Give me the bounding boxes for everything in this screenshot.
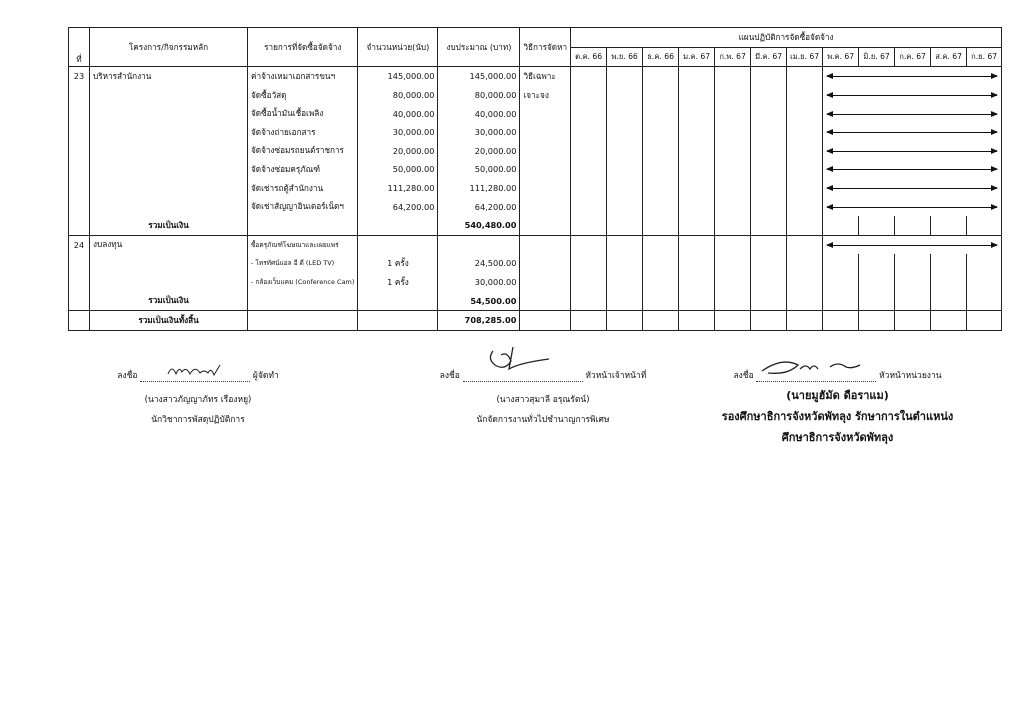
group-number: 24 <box>69 235 90 254</box>
sign-prefix: ลงชื่อ <box>733 371 754 381</box>
table-row <box>69 104 1002 123</box>
item-name: จัดซื้อวัสดุ <box>248 86 358 105</box>
schedule-arrow <box>823 179 1002 198</box>
schedule-arrow <box>823 197 1002 216</box>
subtotal-row <box>69 216 1002 235</box>
subtotal-label: รวมเป็นเงิน <box>90 291 248 310</box>
table-row <box>69 160 1002 179</box>
header-items: รายการที่จัดซื้อจัดจ้าง <box>248 28 358 67</box>
item-qty: 1 ครั้ง <box>358 254 438 273</box>
item-qty: 80,000.00 <box>358 86 438 105</box>
month-header: ก.ย. 67 <box>967 47 1002 67</box>
table-row <box>69 235 1002 254</box>
handwritten-signature <box>140 359 250 381</box>
table-row <box>69 142 1002 161</box>
table-row <box>69 179 1002 198</box>
header-method: วิธีการจัดหา <box>520 28 571 67</box>
signature-preparer <box>88 368 308 426</box>
table-row <box>69 197 1002 216</box>
handwritten-signature <box>463 339 583 379</box>
item-name: จัดซื้อน้ำมันเชื้อเพลิง <box>248 104 358 123</box>
item-qty: 50,000.00 <box>358 160 438 179</box>
month-header: ก.ค. 67 <box>895 47 931 67</box>
grand-total-row <box>69 310 1002 330</box>
group-project: บริหารสำนักงาน <box>90 67 248 86</box>
item-heading: ซื้อครุภัณฑ์โฆษณาและเผยแพร่ <box>248 235 358 254</box>
item-budget: 40,000.00 <box>438 104 520 123</box>
signer-name: (นางสาวภัญญาภัทร เรืองหยู) <box>144 395 252 405</box>
item-name: - กล้องเว็บแคม (Conference Cam) <box>248 273 358 292</box>
item-method <box>520 104 571 123</box>
item-name: จัดจ้างซ่อมครุภัณฑ์ <box>248 160 358 179</box>
header-project: โครงการ/กิจกรรมหลัก <box>90 28 248 67</box>
item-qty: 64,200.00 <box>358 197 438 216</box>
item-budget: 145,000.00 <box>438 67 520 86</box>
signature-officer-head <box>428 368 658 426</box>
group-project: งบลงทุน <box>90 235 248 254</box>
item-method <box>520 123 571 142</box>
procurement-plan-table <box>68 27 1002 331</box>
schedule-arrow <box>823 235 1002 254</box>
item-qty: 1 ครั้ง <box>358 273 438 292</box>
signer-position: รองศึกษาธิการจังหวัดพัทลุง รักษาการในตำแหน่ง <box>721 410 954 423</box>
signer-name: (นางสาวสุมาลี อรุณรัตน์) <box>496 395 590 405</box>
item-qty: 30,000.00 <box>358 123 438 142</box>
sign-role: หัวหน้าหน่วยงาน <box>879 371 942 381</box>
signer-position: นักวิชาการพัสดุปฏิบัติการ <box>151 415 245 425</box>
item-budget: 111,280.00 <box>438 179 520 198</box>
item-method <box>520 179 571 198</box>
item-method <box>520 197 571 216</box>
schedule-arrow <box>823 142 1002 161</box>
table-row <box>69 86 1002 105</box>
item-method: เจาะจง <box>520 86 571 105</box>
month-header: ก.พ. 67 <box>715 47 751 67</box>
item-name: ค่าจ้างเหมาเอกสารขนฯ <box>248 67 358 86</box>
item-budget: 80,000.00 <box>438 86 520 105</box>
sign-prefix: ลงชื่อ <box>439 371 460 381</box>
month-header: เม.ย. 67 <box>787 47 823 67</box>
month-header: พ.ย. 66 <box>607 47 643 67</box>
subtotal-label: รวมเป็นเงิน <box>90 216 248 235</box>
month-header: ม.ค. 67 <box>679 47 715 67</box>
item-qty: 111,280.00 <box>358 179 438 198</box>
signer-name: (นายมูฮัมัด ดือราแม) <box>786 389 889 402</box>
table-row <box>69 273 1002 292</box>
item-method: วิธีเฉพาะ <box>520 67 571 86</box>
header-budget: งบประมาณ (บาท) <box>438 28 520 67</box>
sign-prefix: ลงชื่อ <box>117 371 138 381</box>
month-header: พ.ค. 67 <box>823 47 859 67</box>
item-budget: 20,000.00 <box>438 142 520 161</box>
item-budget: 24,500.00 <box>438 254 520 273</box>
handwritten-signature <box>756 357 876 381</box>
signer-position-2: ศึกษาธิการจังหวัดพัทลุง <box>781 431 894 444</box>
table-row <box>69 67 1002 86</box>
item-qty: 40,000.00 <box>358 104 438 123</box>
item-qty: 20,000.00 <box>358 142 438 161</box>
item-budget: 30,000.00 <box>438 123 520 142</box>
signer-position: นักจัดการงานทั่วไปชำนาญการพิเศษ <box>476 415 610 425</box>
group-number: 23 <box>69 67 90 86</box>
signature-line <box>140 369 250 382</box>
sign-role: หัวหน้าเจ้าหน้าที่ <box>585 371 647 381</box>
grand-total-value: 708,285.00 <box>438 310 520 330</box>
schedule-arrow <box>823 86 1002 105</box>
month-header: ธ.ค. 66 <box>643 47 679 67</box>
item-name: จัดจ้างซ่อมรถยนต์ราชการ <box>248 142 358 161</box>
header-no: ที่ <box>69 28 90 67</box>
schedule-arrow <box>823 123 1002 142</box>
signature-line <box>463 369 583 382</box>
subtotal-value: 540,480.00 <box>438 216 520 235</box>
schedule-arrow <box>823 104 1002 123</box>
month-header: ส.ค. 67 <box>931 47 967 67</box>
table-row <box>69 254 1002 273</box>
item-method <box>520 142 571 161</box>
item-budget: 30,000.00 <box>438 273 520 292</box>
signature-line <box>756 369 876 382</box>
item-name: - โทรทัศน์แอล อี ดี (LED TV) <box>248 254 358 273</box>
month-header: มิ.ย. 67 <box>859 47 895 67</box>
grand-total-label: รวมเป็นเงินทั้งสิ้น <box>90 310 248 330</box>
signature-unit-head <box>700 368 975 446</box>
item-name: จัดเช่าสัญญาอินเตอร์เน็ตฯ <box>248 197 358 216</box>
item-budget: 50,000.00 <box>438 160 520 179</box>
item-method <box>520 160 571 179</box>
schedule-arrow <box>823 67 1002 86</box>
header-qty: จำนวนหน่วย(นับ) <box>358 28 438 67</box>
month-header: มี.ค. 67 <box>751 47 787 67</box>
subtotal-value: 54,500.00 <box>438 291 520 310</box>
sign-role: ผู้จัดทำ <box>252 371 279 381</box>
item-qty: 145,000.00 <box>358 67 438 86</box>
schedule-arrow <box>823 160 1002 179</box>
header-plan: แผนปฏิบัติการจัดซื้อจัดจ้าง <box>571 28 1002 48</box>
item-name: จัดเช่ารถตู้สำนักงาน <box>248 179 358 198</box>
item-budget: 64,200.00 <box>438 197 520 216</box>
table-row <box>69 123 1002 142</box>
month-header: ต.ค. 66 <box>571 47 607 67</box>
item-name: จัดจ้างถ่ายเอกสาร <box>248 123 358 142</box>
subtotal-row <box>69 291 1002 310</box>
